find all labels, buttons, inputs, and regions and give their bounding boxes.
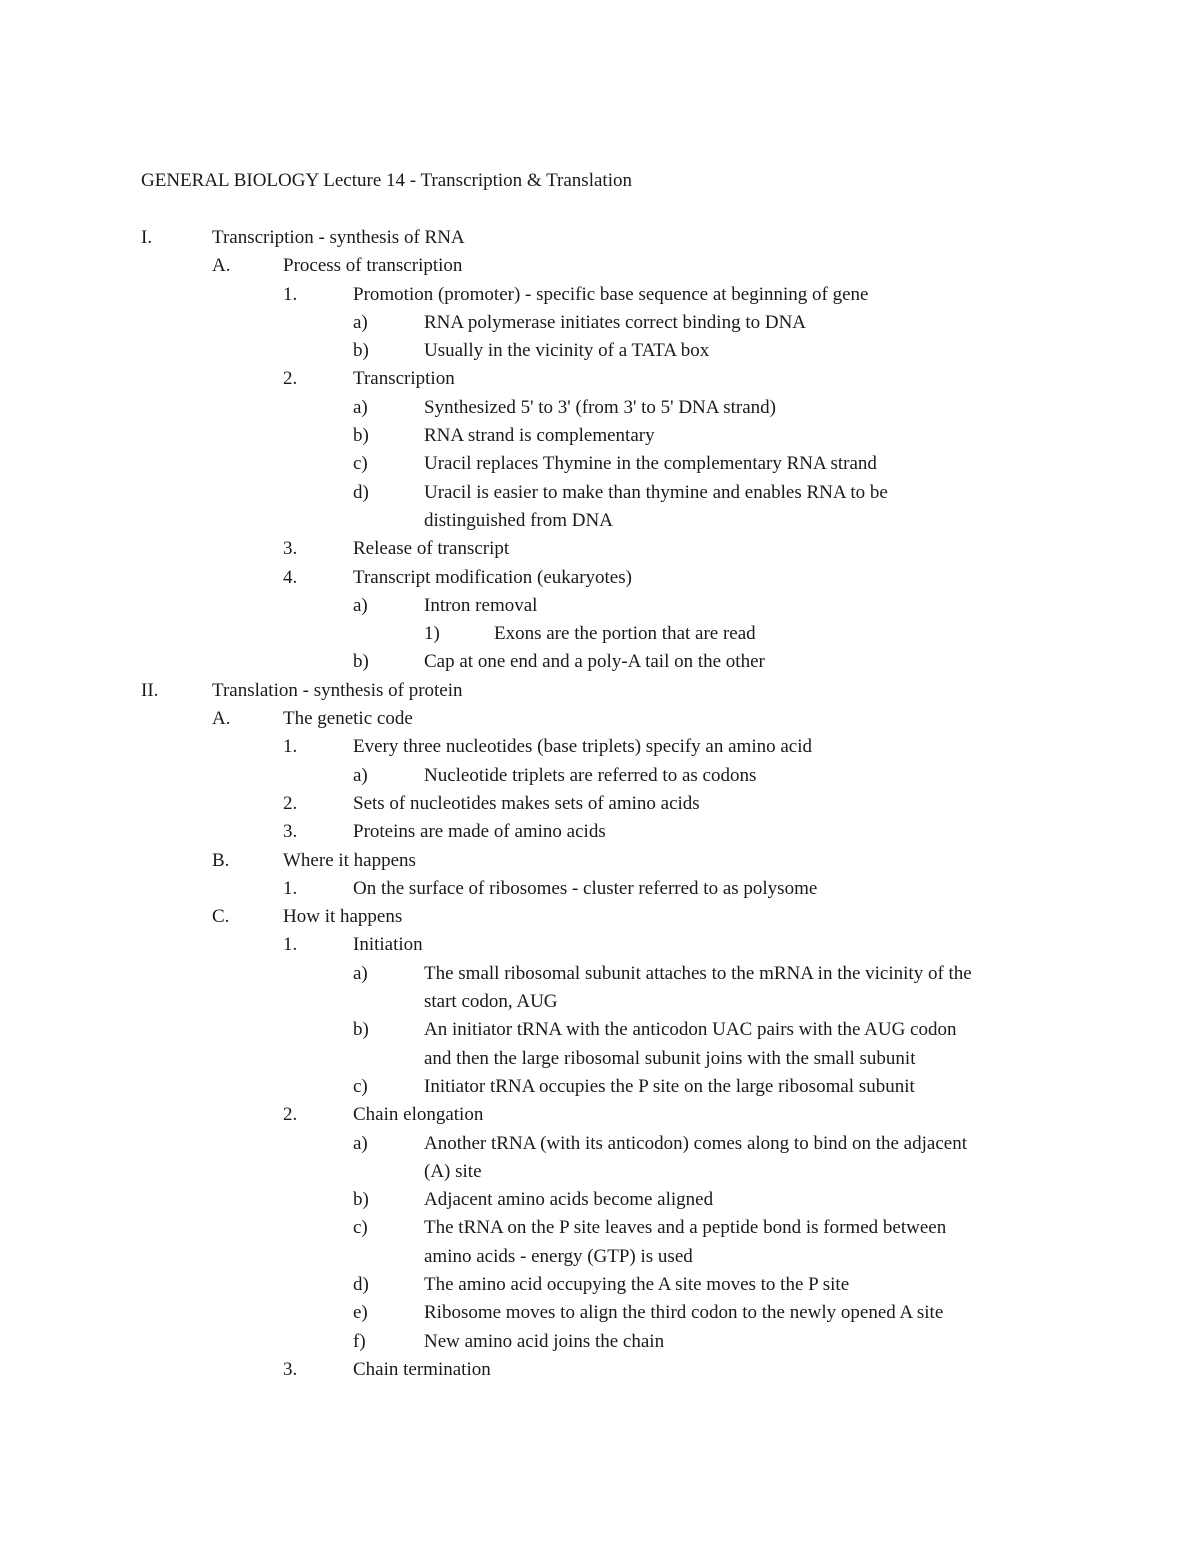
outline-text: RNA polymerase initiates correct binding to DNA [424,311,807,333]
outline-marker: 1. [283,736,298,758]
outline-marker: 1) [424,623,440,645]
outline-marker: I. [141,227,153,248]
outline-text: Translation - synthesis of protein [212,679,463,701]
outline-line [0,339,1200,367]
outline-line [0,1358,1200,1386]
outline-line [0,566,1200,594]
outline-line [0,707,1200,735]
outline-line [0,254,1200,282]
outline-line [0,622,1200,650]
outline-text: Another tRNA (with its anticodon) comes along to bind on the adjacent [424,1132,967,1154]
outline-text: The small ribosomal subunit attaches to the mRNA in the vicinity of the [424,962,972,984]
outline-line [0,849,1200,877]
outline-text: Transcription - synthesis of RNA [212,227,465,248]
outline-text: The tRNA on the P site leaves and a peptide bond is formed between [424,1217,947,1239]
outline-marker: 3. [283,538,298,560]
outline-marker: c) [353,1075,368,1097]
outline-text: Release of transcript [353,538,510,560]
outline-text: RNA strand is complementary [424,425,655,447]
outline-line [0,679,1200,707]
outline-text: Process of transcription [283,255,463,277]
outline-text: Promotion (promoter) - specific base sequence at beginning of gene [353,283,869,305]
outline-text: (A) site [424,1160,482,1182]
outline-line [0,764,1200,792]
outline-marker: f) [353,1330,366,1352]
outline-marker: 1. [283,877,298,899]
outline-text: Chain termination [353,1358,491,1380]
outline-line [0,933,1200,961]
outline-text: Synthesized 5' to 3' (from 3' to 5' DNA strand) [424,396,776,418]
outline-text: Transcript modification (eukaryotes) [353,566,632,588]
outline-marker: 1. [283,283,298,305]
outline-marker: b) [353,425,369,447]
outline-marker: B. [212,849,230,871]
outline-text: Proteins are made of amino acids [353,821,606,843]
outline-marker: b) [353,340,369,362]
outline-marker: 2. [283,368,298,390]
outline-text: Every three nucleotides (base triplets) specify an amino acid [353,736,812,758]
outline-text: Usually in the vicinity of a TATA box [424,340,710,362]
outline-line [0,792,1200,820]
outline-marker: e) [353,1302,368,1324]
outline-line [0,1273,1200,1301]
outline-text: start codon, AUG [424,991,558,1013]
outline-marker: A. [212,708,231,730]
outline-line [0,877,1200,905]
outline-marker: b) [353,1189,369,1211]
outline-marker: c) [353,1217,368,1239]
outline-line [0,1132,1200,1160]
outline-marker: II. [141,679,159,701]
outline-line [0,1188,1200,1216]
outline-marker: A. [212,255,231,277]
outline-marker: a) [353,962,368,984]
outline-text: Uracil is easier to make than thymine and enables RNA to be [424,481,888,503]
outline-marker: a) [353,396,368,418]
outline-line [0,367,1200,395]
outline-line [0,537,1200,565]
outline-text: amino acids - energy (GTP) is used [424,1245,693,1267]
outline-line [0,311,1200,339]
outline-marker: 2. [283,792,298,814]
outline-line [0,1160,1200,1188]
outline-line [0,650,1200,678]
outline-line [0,820,1200,848]
outline-marker: 3. [283,1358,298,1380]
outline-text: Initiator tRNA occupies the P site on the large ribosomal subunit [424,1075,915,1097]
outline-line [0,1103,1200,1131]
outline-marker: 3. [283,821,298,843]
outline-text: How it happens [283,906,403,928]
outline-line [0,396,1200,424]
outline-line [0,1216,1200,1244]
outline-marker: c) [353,453,368,475]
outline-marker: b) [353,1019,369,1041]
outline-marker: a) [353,764,368,786]
outline-line [0,1075,1200,1103]
outline-text: The genetic code [283,708,413,730]
outline-line [0,990,1200,1018]
outline-line [0,594,1200,622]
outline-marker: d) [353,481,369,503]
outline-line [0,481,1200,509]
outline-text: distinguished from DNA [424,509,613,531]
outline-text: Adjacent amino acids become aligned [424,1189,714,1211]
outline-line [0,1047,1200,1075]
outline-text: Uracil replaces Thymine in the complementary RNA strand [424,453,877,475]
outline-line [0,509,1200,537]
outline-text: The amino acid occupying the A site moves to the P site [424,1273,850,1295]
outline-text: New amino acid joins the chain [424,1330,665,1352]
outline-marker: 4. [283,566,298,588]
outline-marker: a) [353,594,368,616]
outline-text: On the surface of ribosomes - cluster referred to as polysome [353,877,818,899]
outline-text: Ribosome moves to align the third codon to the newly opened A site [424,1302,944,1324]
outline-marker: b) [353,651,369,673]
outline-line [0,226,1200,254]
outline-text: Initiation [353,934,423,956]
outline-marker: C. [212,906,230,928]
page-title: GENERAL BIOLOGY Lecture 14 - Transcription & Translation [141,170,632,191]
outline-line [0,1330,1200,1358]
outline-line [0,1301,1200,1329]
outline-text: Nucleotide triplets are referred to as codons [424,764,757,786]
outline-line [0,283,1200,311]
outline-line [0,905,1200,933]
outline-text: Sets of nucleotides makes sets of amino acids [353,792,700,814]
outline-line [0,1245,1200,1273]
outline-marker: 1. [283,934,298,956]
outline-text: and then the large ribosomal subunit joins with the small subunit [424,1047,916,1069]
lecture-outline [0,226,1200,1386]
outline-line [0,452,1200,480]
outline-marker: a) [353,311,368,333]
outline-text: Cap at one end and a poly-A tail on the other [424,651,765,673]
outline-marker: a) [353,1132,368,1154]
outline-line [0,735,1200,763]
outline-marker: d) [353,1273,369,1295]
outline-text: Where it happens [283,849,416,871]
outline-text: Intron removal [424,594,538,616]
outline-text: Transcription [353,368,455,390]
outline-text: Exons are the portion that are read [494,623,756,645]
outline-text: An initiator tRNA with the anticodon UAC pairs with the AUG codon [424,1019,957,1041]
outline-text: Chain elongation [353,1104,484,1126]
outline-line [0,962,1200,990]
outline-line [0,424,1200,452]
outline-marker: 2. [283,1104,298,1126]
outline-line [0,1018,1200,1046]
